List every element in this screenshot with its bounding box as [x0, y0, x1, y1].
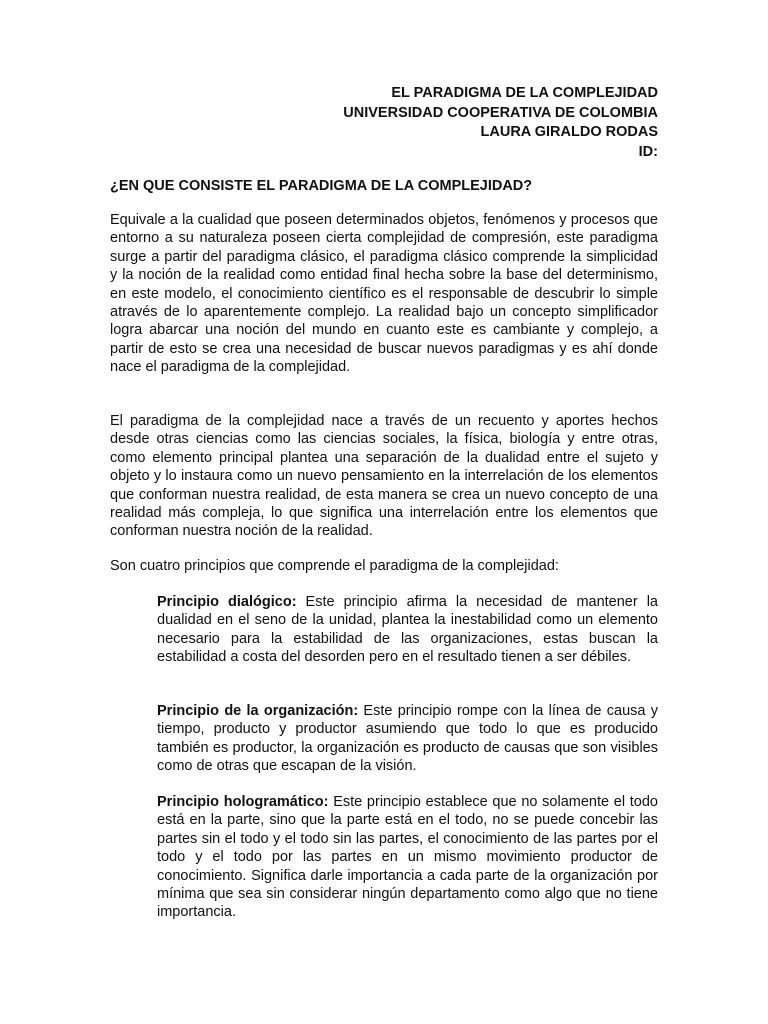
author-name: LAURA GIRALDO RODAS [480, 124, 658, 140]
paragraph-1: Equivale a la cualidad que poseen determinados objetos, fenómenos y procesos que entorno a su naturaleza poseen cierta complejidad de compresión, este paradigma surge a partir del paradigma clásico, el paradigma clásico comprende la simplicidad y la noción de la realidad como entidad final hecha sobre la base del determinismo, en este modelo, el conocimiento científico es el responsable de descubrir lo simple através de lo aparentemente complejo. La realidad bajo un concepto simplificador logra abarcar una noción del mundo en cuanto este es cambiante y complejo, a partir de esto se crea una necesidad de buscar nuevos paradigmas y es ahí donde nace el paradigma de la complejidad. [110, 212, 658, 376]
principle-title: Principio hologramático: [157, 794, 329, 810]
principle-organizacion [157, 702, 658, 776]
principle-title: Principio de la organización: [157, 703, 359, 719]
principle-title: Principio dialógico: [157, 594, 297, 610]
section-question: ¿EN QUE CONSISTE EL PARADIGMA DE LA COMPLEJIDAD? [110, 178, 533, 194]
principle-text: Este principio establece que no solamente el todo está en la parte, sino que la parte está en el todo, no se puede concebir las partes sin el todo y el todo sin las partes, el conocimiento de las partes por el todo y el todo por las partes en un mismo movimiento productor de conocimiento. Significa darle importancia a cada parte de la organización por mínima que sea sin considerar ningún departamento como algo que no tiene importancia. [157, 794, 658, 921]
principle-dialogico [157, 593, 658, 667]
university-name: UNIVERSIDAD COOPERATIVA DE COLOMBIA [343, 104, 658, 121]
id-label: ID: [638, 143, 658, 160]
principle-text: Este principio rompe con la línea de causa y tiempo, producto y productor asumiendo que todo lo que es producido también es productor, la organización es producto de causas que son visibles como de otras que escapan de la visión. [157, 703, 658, 775]
principle-text: Este principio afirma la necesidad de mantener la dualidad en el seno de la unidad, plantea la inestabilidad como un elemento necesario para la estabilidad de las organizaciones, estas buscan la estabilidad a costa del desorden pero en el resultado tienen a ser débiles. [157, 594, 658, 666]
document-title: EL PARADIGMA DE LA COMPLEJIDAD [391, 85, 658, 101]
paragraph-3: Son cuatro principios que comprende el paradigma de la complejidad: [110, 558, 559, 574]
document-header [343, 84, 658, 162]
paragraph-2: El paradigma de la complejidad nace a través de un recuento y aportes hechos desde otras ciencias como las ciencias sociales, la física, biología y entre otras, como elemento principal plantea una separación de la dualidad entre el sujeto y objeto y lo instaura como un nuevo pensamiento en la interrelación de los elementos que conforman nuestra realidad, de esta manera se crea un nuevo concepto de una realidad más compleja, lo que significa una interrelación entre los elementos que conforman nuestra noción de la realidad. [110, 413, 658, 540]
principle-hologramatico [157, 793, 658, 922]
